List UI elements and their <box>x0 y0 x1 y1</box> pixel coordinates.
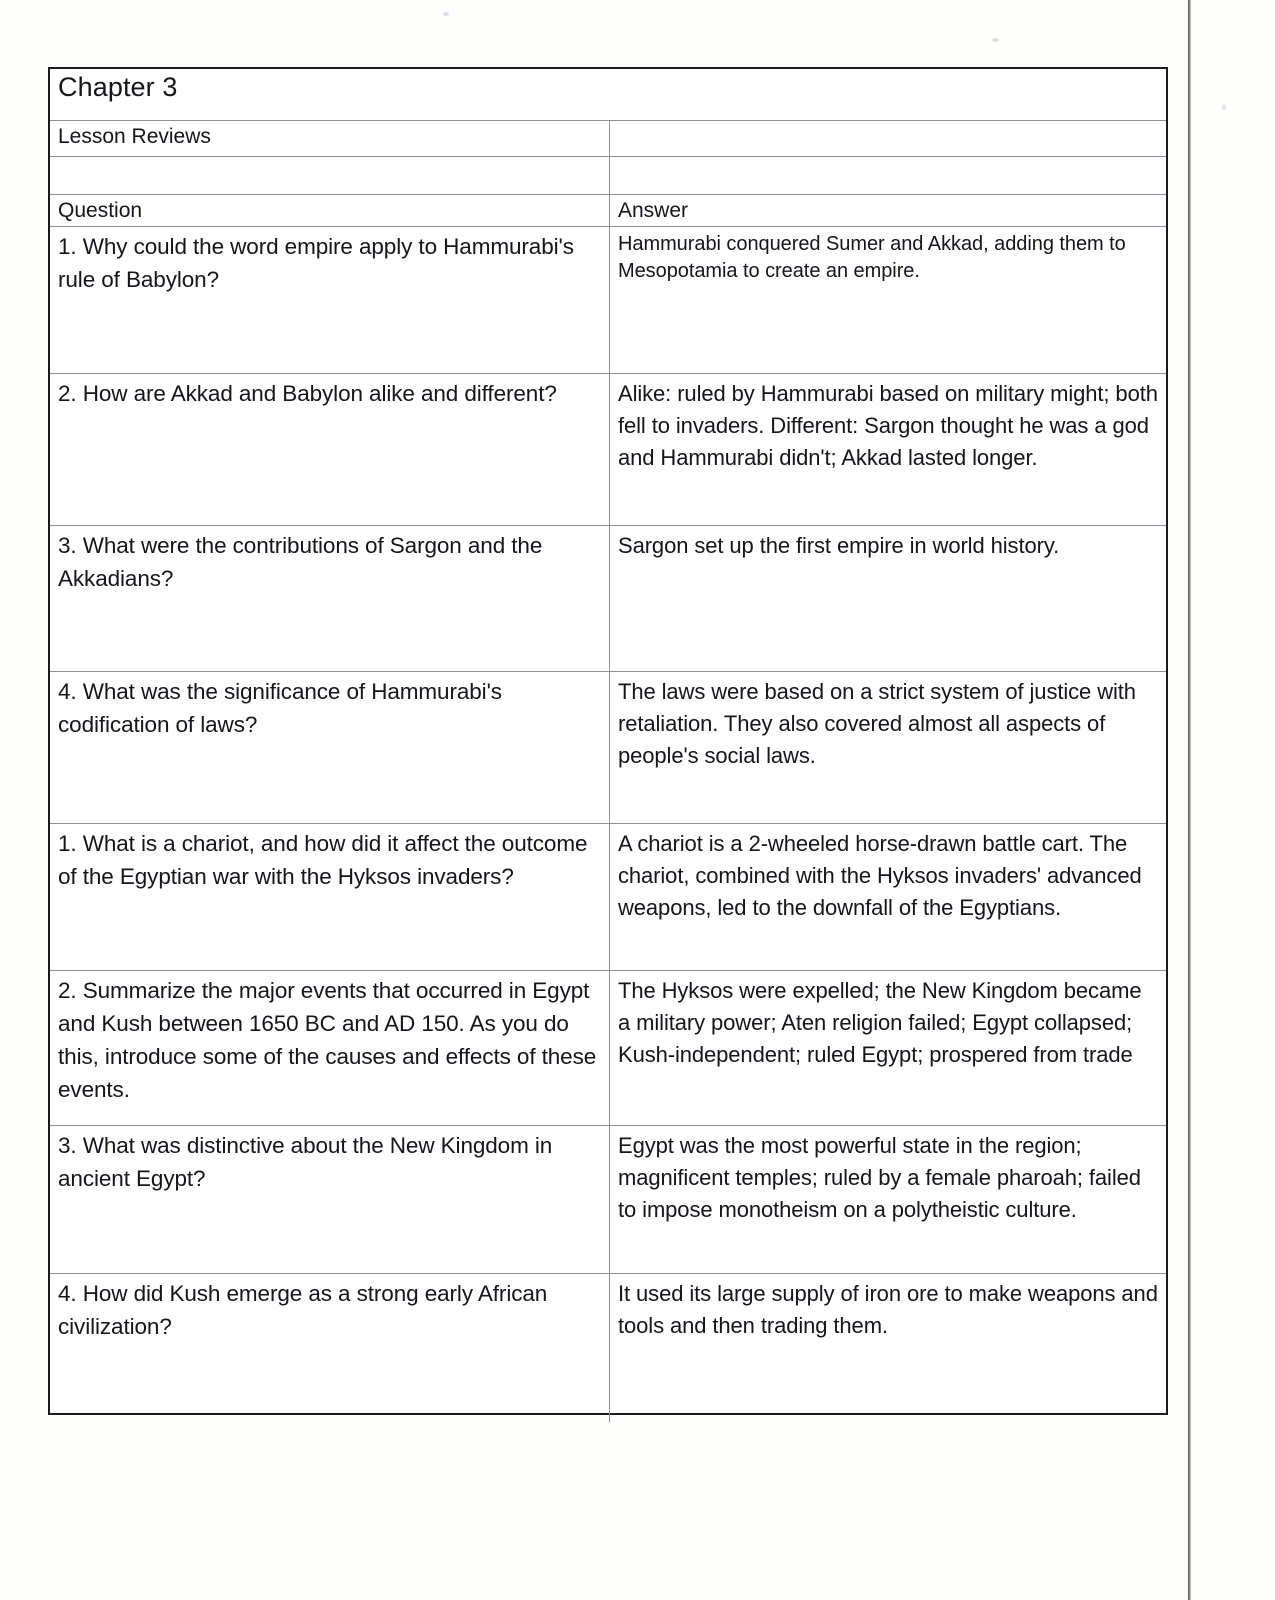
table-row <box>50 672 1166 824</box>
table-row-blank <box>50 157 1166 195</box>
scan-edge-artifact <box>1188 0 1191 1600</box>
answer-text: Sargon set up the first empire in world history. <box>618 533 1060 558</box>
table-row-title <box>50 69 1166 121</box>
column-header-answer-label: Answer <box>618 199 689 222</box>
scan-speck <box>443 12 449 16</box>
answer-cell <box>610 672 1166 823</box>
answer-cell <box>610 227 1166 373</box>
column-header-question-label: Question <box>58 199 143 222</box>
question-text: 4. What was the significance of Hammurabi's codification of laws? <box>58 679 502 737</box>
answer-cell <box>610 374 1166 525</box>
question-text: 2. Summarize the major events that occurred in Egypt and Kush between 1650 BC and AD 150. As you do this, introduce some of the causes and effects of these events. <box>58 978 597 1102</box>
column-header-question <box>50 195 610 226</box>
answer-cell <box>610 971 1166 1125</box>
answer-text: Alike: ruled by Hammurabi based on military might; both fell to invaders. Different: Sargon thought he was a god and Hammurabi didn't; Akkad lasted longer. <box>618 381 1158 471</box>
answer-text: The laws were based on a strict system of justice with retaliation. They also covered almost all aspects of people's social laws. <box>618 679 1136 769</box>
subtitle-label: Lesson Reviews <box>58 125 211 148</box>
question-cell <box>50 227 610 373</box>
question-cell <box>50 1274 610 1422</box>
scan-speck <box>992 38 999 42</box>
subtitle-cell <box>50 121 610 156</box>
answer-text: It used its large supply of iron ore to make weapons and tools and then trading them. <box>618 1281 1158 1339</box>
subtitle-cell-right <box>610 121 1166 156</box>
question-text: 3. What was distinctive about the New Kingdom in ancient Egypt? <box>58 1133 553 1191</box>
answer-text: Hammurabi conquered Sumer and Akkad, adding them to Mesopotamia to create an empire. <box>618 233 1126 282</box>
question-text: 3. What were the contributions of Sargon and the Akkadians? <box>58 533 543 591</box>
question-text: 1. What is a chariot, and how did it affect the outcome of the Egyptian war with the Hyksos invaders? <box>58 831 588 889</box>
table-row <box>50 227 1166 374</box>
answer-text: A chariot is a 2-wheeled horse-drawn battle cart. The chariot, combined with the Hyksos invaders' advanced weapons, led to the downfall of the Egyptians. <box>618 831 1142 921</box>
blank-cell-left <box>50 157 610 194</box>
question-cell <box>50 672 610 823</box>
blank-cell-right <box>610 157 1166 194</box>
scan-speck <box>1222 105 1226 110</box>
table-row <box>50 824 1166 971</box>
question-cell <box>50 971 610 1125</box>
question-cell <box>50 824 610 970</box>
table-row <box>50 971 1166 1126</box>
question-text: 2. How are Akkad and Babylon alike and different? <box>58 381 557 406</box>
answer-text: The Hyksos were expelled; the New Kingdom became a military power; Aten religion failed; Egypt collapsed; Kush-independent; ruled Egypt; prospered from trade <box>618 978 1142 1068</box>
chapter-title-cell <box>50 69 1166 120</box>
table-row <box>50 1274 1166 1422</box>
question-cell <box>50 526 610 671</box>
answer-cell <box>610 824 1166 970</box>
question-cell <box>50 1126 610 1273</box>
table-row <box>50 526 1166 672</box>
answer-cell <box>610 1126 1166 1273</box>
question-cell <box>50 374 610 525</box>
answer-text: Egypt was the most powerful state in the region; magnificent temples; ruled by a female pharoah; failed to impose monotheism on a polytheistic culture. <box>618 1133 1141 1223</box>
table-row <box>50 374 1166 526</box>
column-header-answer <box>610 195 1166 226</box>
page-title: Chapter 3 <box>58 72 178 102</box>
answer-cell <box>610 1274 1166 1422</box>
question-text: 4. How did Kush emerge as a strong early African civilization? <box>58 1281 548 1339</box>
table-row-subtitle <box>50 121 1166 157</box>
lesson-review-table <box>48 67 1168 1415</box>
table-row <box>50 1126 1166 1274</box>
answer-cell <box>610 526 1166 671</box>
table-header-row <box>50 195 1166 227</box>
question-text: 1. Why could the word empire apply to Hammurabi's rule of Babylon? <box>58 234 574 292</box>
